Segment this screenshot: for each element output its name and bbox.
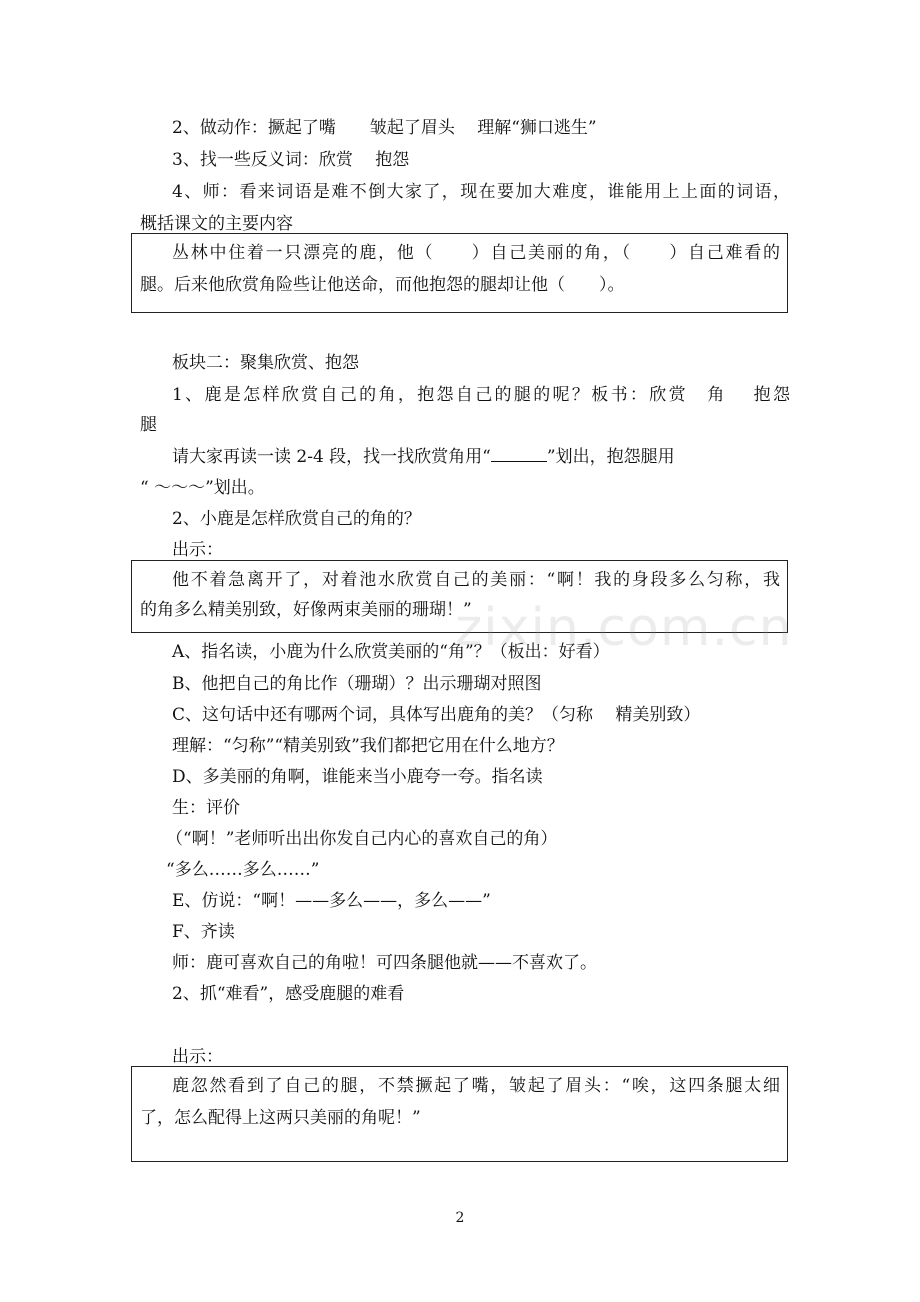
line-leg: 腿 — [140, 415, 157, 435]
underline-mark — [491, 445, 547, 462]
line-step-c: C、这句话中还有哪两个词，具体写出鹿角的美？（匀称 精美别致） — [172, 705, 701, 725]
line-duome: “多么……多么……” — [166, 860, 320, 880]
line-question1: 1、鹿是怎样欣赏自己的角，抱怨自己的腿的呢？板书：欣赏 角 抱怨 — [172, 385, 790, 405]
line-step-d: D、多美丽的角啊，谁能来当小鹿夸一夸。指名读 — [172, 767, 543, 787]
box2-line2: 的角多么精美别致，好像两束美丽的珊瑚！” — [140, 600, 472, 620]
line-question2: 2、小鹿是怎样欣赏自己的角的？ — [172, 509, 421, 529]
instruction-part1: 请大家再读一读 2-4 段，找一找欣赏角用“ — [172, 447, 491, 467]
line-action: 2、做动作：撅起了嘴 皱起了眉头 理解“狮口逃生” — [172, 118, 597, 138]
box1-line1: 丛林中住着一只漂亮的鹿，他（ ）自己美丽的角，（ ）自己难看的 — [172, 243, 780, 263]
line-instruction — [172, 445, 790, 468]
box1-line2: 腿。后来他欣赏角险些让他送命，而他抱怨的腿却让他（ ）。 — [140, 275, 625, 295]
instruction-part2: ”划出，抱怨腿用 — [546, 447, 675, 467]
line-step-f: F、齐读 — [172, 922, 235, 942]
line-student: 生：评价 — [172, 798, 240, 818]
section-heading: 板块二：聚集欣赏、抱怨 — [172, 353, 359, 373]
quote-box-legs — [131, 1066, 788, 1162]
quote-box-antler — [131, 560, 788, 633]
box2-line1: 他不着急离开了，对着池水欣赏自己的美丽：“啊！我的身段多么匀称，我 — [172, 570, 780, 590]
line-teacher-prompt: 4、师：看来词语是难不倒大家了，现在要加大难度，谁能用上上面的词语， — [172, 182, 790, 202]
line-show1: 出示： — [172, 540, 223, 560]
line-step-b: B、他把自己的角比作（珊瑚）？出示珊瑚对照图 — [172, 674, 542, 694]
line-step-e: E、仿说：“啊！——多么——，多么——” — [172, 891, 491, 911]
box3-line2: 了，怎么配得上这两只美丽的角呢！” — [140, 1108, 421, 1128]
line-show2: 出示： — [172, 1047, 223, 1067]
line-teacher-comment: （“啊！”老师听出出你发自己内心的喜欢自己的角） — [166, 829, 558, 849]
page-number: 2 — [455, 1210, 465, 1226]
line-understand: 理解：“匀称”“精美别致”我们都把它用在什么地方？ — [172, 736, 564, 756]
line-teacher-transition: 师：鹿可喜欢自己的角啦！可四条腿他就——不喜欢了。 — [172, 953, 597, 973]
watermark: zixin.com.cn — [455, 598, 793, 658]
box3-line1: 鹿忽然看到了自己的腿，不禁撅起了嘴，皱起了眉头：“唉，这四条腿太细 — [172, 1076, 780, 1096]
line-wavy-mark: “ ～～～”划出。 — [140, 478, 265, 498]
line-summary-task: 概括课文的主要内容 — [140, 214, 293, 234]
line-step-a: A、指名读，小鹿为什么欣赏美丽的“角”？（板出：好看） — [172, 642, 610, 662]
line-question3: 2、抓“难看”，感受鹿腿的难看 — [172, 984, 405, 1004]
line-antonyms: 3、找一些反义词：欣赏 抱怨 — [172, 150, 410, 170]
fill-in-box — [131, 233, 788, 313]
